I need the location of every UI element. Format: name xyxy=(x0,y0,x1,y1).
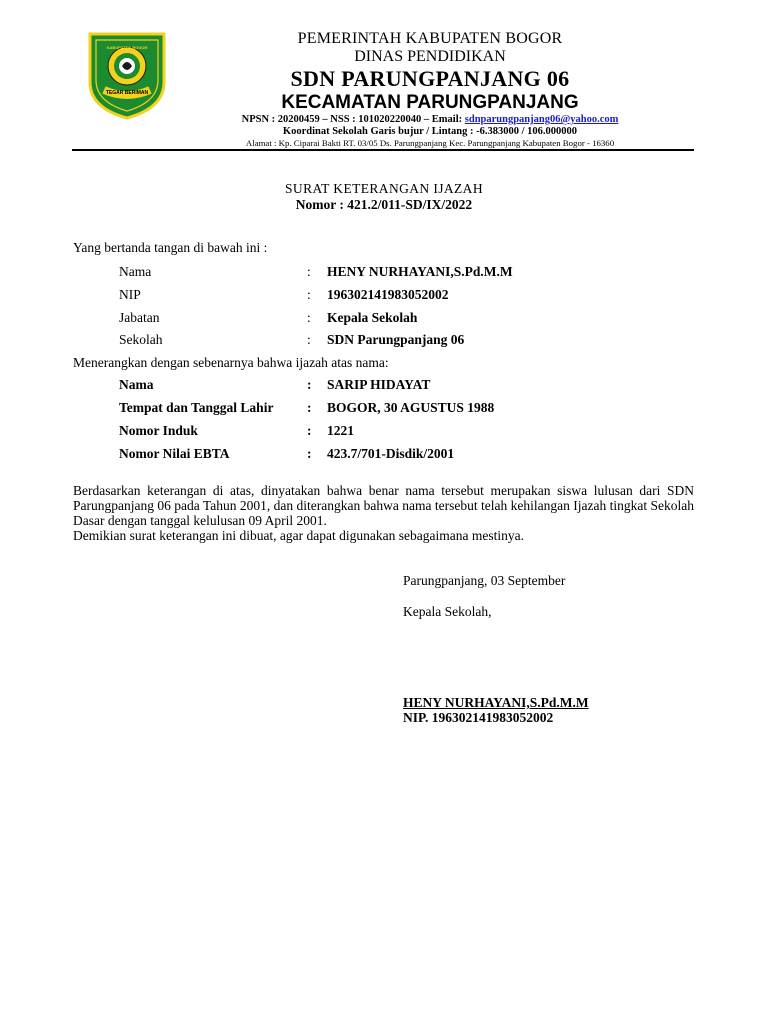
row-value: 1221 xyxy=(327,423,354,438)
place-date: Parungpanjang, 03 September xyxy=(403,573,566,588)
row-label: Nama xyxy=(119,377,154,392)
logo-ring-text: KABUPATEN BOGOR xyxy=(106,45,148,50)
email-link[interactable]: sdnparungpanjang06@yahoo.com xyxy=(464,114,619,125)
row-colon: : xyxy=(307,446,312,461)
title-number: Nomor : 421.2/011-SD/IX/2022 xyxy=(295,197,473,212)
government-name: PEMERINTAH KABUPATEN BOGOR xyxy=(297,30,563,47)
school-coordinates: Koordinat Sekolah Garis bujur / Lintang : -6.383000 / 106.000000 xyxy=(282,126,578,137)
row-label: NIP xyxy=(119,287,141,302)
row-value: HENY NURHAYANI,S.Pd.M.M xyxy=(327,264,513,279)
row-label: Jabatan xyxy=(119,310,160,325)
school-name: SDN PARUNGPANJANG 06 xyxy=(290,66,570,91)
row-label: Sekolah xyxy=(119,332,163,347)
district-name: KECAMATAN PARUNGPANJANG xyxy=(281,92,579,113)
row-value: BOGOR, 30 AGUSTUS 1988 xyxy=(327,400,495,415)
regency-logo xyxy=(86,30,168,120)
body-paragraph: Berdasarkan keterangan di atas, dinyatakan bahwa benar nama tersebut merupakan siswa lulusan dari SDN Parungpanjang 06 pada Tahun 2001, dan diterangkan bahwa nama tersebut telah kehilangan Ijazah tingkat Sekolah Dasar dengan tanggal kelulusan 09 April 2001. xyxy=(73,483,694,528)
row-value: 423.7/701-Disdik/2001 xyxy=(327,446,455,461)
row-colon: : xyxy=(307,264,311,279)
row-value: SARIP HIDAYAT xyxy=(327,377,431,392)
row-colon: : xyxy=(307,377,312,392)
ids-text: NPSN : 20200459 – NSS : 101020220040 – Email: xyxy=(241,114,465,125)
row-colon: : xyxy=(307,310,311,325)
logo-ribbon-text: TEGAR BERIMAN xyxy=(105,90,149,96)
row-colon: : xyxy=(307,423,312,438)
intro-text: Yang bertanda tangan di bawah ini : xyxy=(73,240,268,255)
row-label: Tempat dan Tanggal Lahir xyxy=(119,400,274,415)
row-label: Nomor Nilai EBTA xyxy=(119,446,230,461)
closing-paragraph: Demikian surat keterangan ini dibuat, agar dapat digunakan sebagaimana mestinya. xyxy=(73,528,524,543)
row-colon: : xyxy=(307,332,311,347)
row-value: SDN Parungpanjang 06 xyxy=(327,332,465,347)
school-address: Alamat : Kp. Ciparai Bakti RT. 03/05 Ds. Parungpanjang Kec. Parungpanjang Kabupaten Bogor - 16360 xyxy=(245,138,615,148)
letterhead xyxy=(160,30,700,149)
row-value: 196302141983052002 xyxy=(327,287,449,302)
school-ids xyxy=(160,114,700,126)
agency-name: DINAS PENDIDIKAN xyxy=(354,48,506,65)
letterhead-divider xyxy=(72,149,694,151)
statement-text: Menerangkan dengan sebenarnya bahwa ijazah atas nama: xyxy=(73,355,389,370)
row-value: Kepala Sekolah xyxy=(327,310,418,325)
title-heading: SURAT KETERANGAN IJAZAH xyxy=(285,181,483,196)
signer-nip: NIP. 196302141983052002 xyxy=(403,710,554,725)
document-title xyxy=(0,181,768,213)
signer-name: HENY NURHAYANI,S.Pd.M.M xyxy=(403,695,589,710)
row-colon: : xyxy=(307,287,311,302)
row-label: Nama xyxy=(119,264,152,279)
row-colon: : xyxy=(307,400,312,415)
row-label: Nomor Induk xyxy=(119,423,198,438)
body-text xyxy=(73,483,694,543)
signer-position: Kepala Sekolah, xyxy=(403,604,492,619)
